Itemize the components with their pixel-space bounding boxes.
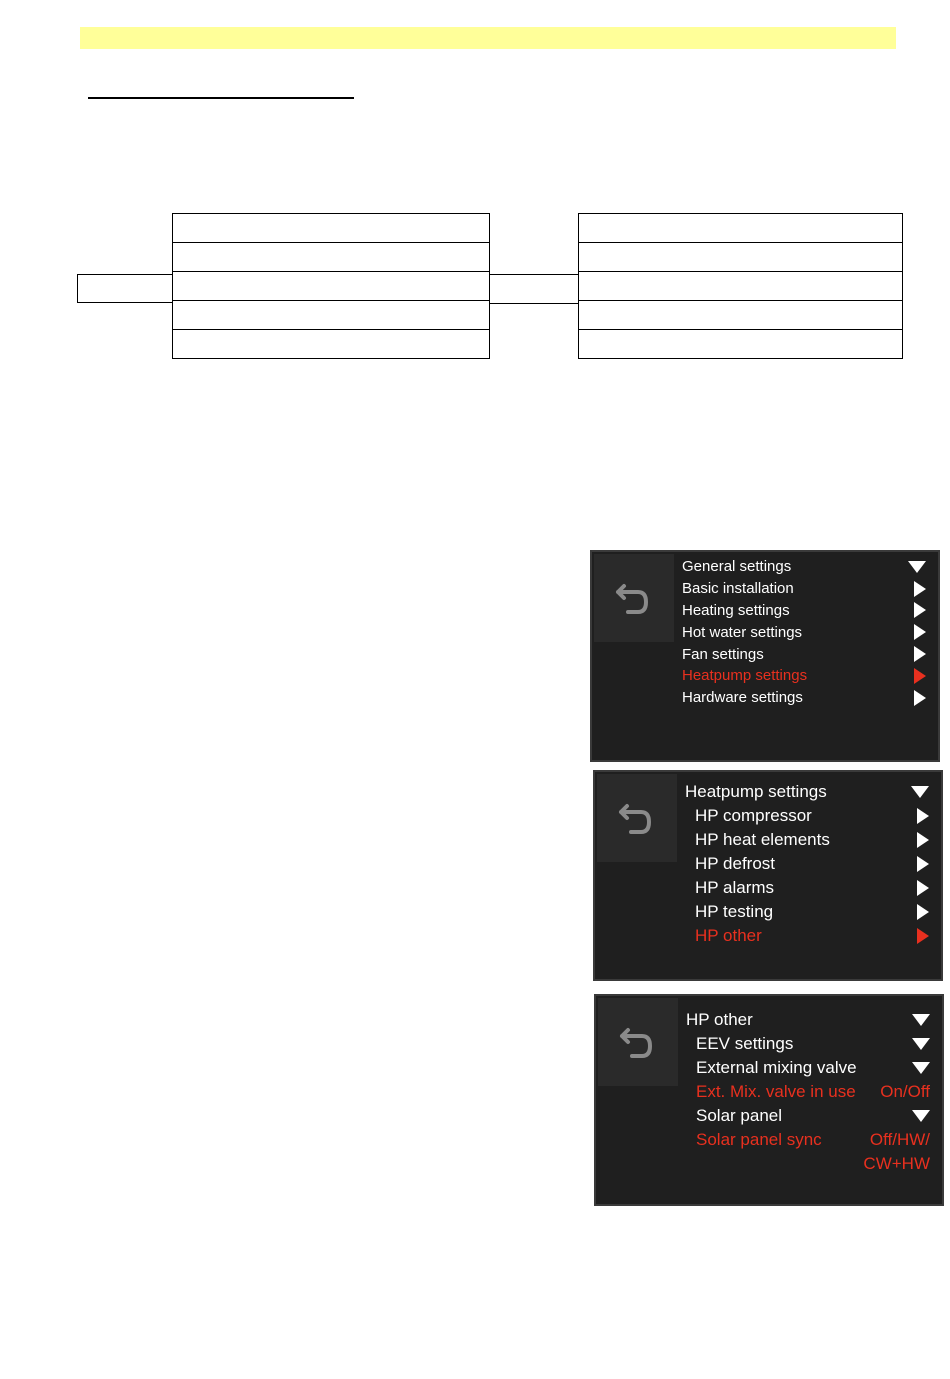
menu-item-label: Ext. Mix. valve in use bbox=[696, 1082, 856, 1101]
menu-item-label: Hardware settings bbox=[682, 689, 803, 707]
menu-item-label: HP alarms bbox=[695, 878, 775, 897]
chevron-down-icon bbox=[912, 1038, 930, 1050]
menu-item-general-settings[interactable] bbox=[682, 556, 926, 578]
chevron-right-icon bbox=[914, 602, 926, 618]
table-row bbox=[579, 301, 903, 330]
heatpump-settings-screen bbox=[593, 770, 943, 981]
chevron-right-icon bbox=[914, 624, 926, 640]
menu-item-label: HP testing bbox=[695, 902, 774, 921]
back-button[interactable] bbox=[598, 998, 678, 1086]
table-row bbox=[173, 272, 490, 301]
table-row bbox=[579, 243, 903, 272]
chevron-right-icon bbox=[917, 928, 929, 944]
table-row bbox=[579, 330, 903, 359]
menu-item-label: Fan settings bbox=[682, 645, 764, 663]
chevron-right-icon bbox=[917, 832, 929, 848]
table-cell bbox=[173, 272, 490, 301]
chevron-right-icon bbox=[917, 856, 929, 872]
table-cell bbox=[173, 243, 490, 272]
menu-item-hot-water-settings[interactable] bbox=[682, 621, 926, 643]
setting-value: On/Off bbox=[880, 1082, 930, 1101]
menu-item-hp-other[interactable] bbox=[685, 924, 929, 948]
menu-item-label: Heatpump settings bbox=[682, 667, 808, 685]
menu-item-eev-settings[interactable] bbox=[686, 1032, 930, 1056]
menu-item-label: HP other bbox=[695, 926, 762, 945]
back-button[interactable] bbox=[597, 774, 677, 862]
table-row bbox=[173, 243, 490, 272]
menu-item-label: HP other bbox=[686, 1010, 753, 1029]
menu-item-fan-settings[interactable] bbox=[682, 643, 926, 665]
chevron-right-icon bbox=[917, 880, 929, 896]
left-label-box bbox=[77, 274, 172, 303]
table-cell bbox=[579, 301, 903, 330]
row-connector bbox=[490, 274, 578, 304]
menu-item-hardware-settings[interactable] bbox=[682, 687, 926, 709]
chevron-down-icon bbox=[912, 1062, 930, 1074]
back-button[interactable] bbox=[594, 554, 674, 642]
chevron-right-icon bbox=[914, 646, 926, 662]
setting-value-continuation: CW+HW bbox=[863, 1154, 930, 1173]
chevron-right-icon bbox=[917, 904, 929, 920]
menu-item-label: Solar panel sync bbox=[696, 1130, 822, 1149]
setting-value: Off/HW/ bbox=[869, 1130, 930, 1149]
menu-item-hp-alarms[interactable] bbox=[685, 876, 929, 900]
back-arrow-icon bbox=[618, 1020, 658, 1064]
menu-item-label: Solar panel bbox=[696, 1106, 783, 1125]
menu-item-label: Hot water settings bbox=[682, 623, 803, 641]
menu-item-label: HP compressor bbox=[695, 806, 812, 825]
settings-menu-screen bbox=[590, 550, 940, 762]
highlight-bar bbox=[80, 27, 896, 49]
menu-item-heating-settings[interactable] bbox=[682, 600, 926, 622]
table-cell bbox=[579, 243, 903, 272]
menu-item-label: Basic installation bbox=[682, 580, 794, 598]
menu-item-label: Heatpump settings bbox=[685, 782, 827, 801]
table-cell bbox=[579, 272, 903, 301]
menu-list bbox=[682, 556, 926, 709]
chevron-right-icon bbox=[914, 581, 926, 597]
menu-item-external-mixing-valve[interactable] bbox=[686, 1056, 930, 1080]
table-cell bbox=[579, 330, 903, 359]
menu-item-label: Heating settings bbox=[682, 601, 790, 619]
table-row bbox=[579, 214, 903, 243]
chevron-down-icon bbox=[911, 786, 929, 798]
table-cell bbox=[173, 330, 490, 359]
menu-item-hp-compressor[interactable] bbox=[685, 804, 929, 828]
menu-item-hp-other[interactable] bbox=[686, 1008, 930, 1032]
chevron-right-icon bbox=[914, 668, 926, 684]
menu-list bbox=[685, 780, 929, 948]
back-arrow-icon bbox=[614, 576, 654, 620]
table-row bbox=[579, 272, 903, 301]
menu-item-label: External mixing valve bbox=[696, 1058, 857, 1077]
menu-item-hp-heat-elements[interactable] bbox=[685, 828, 929, 852]
right-table bbox=[578, 213, 903, 359]
menu-item-label: General settings bbox=[682, 558, 792, 576]
back-arrow-icon bbox=[617, 796, 657, 840]
table-row bbox=[173, 330, 490, 359]
left-table bbox=[172, 213, 490, 359]
menu-item-label: HP heat elements bbox=[695, 830, 830, 849]
chevron-down-icon bbox=[912, 1014, 930, 1026]
menu-list bbox=[686, 1008, 930, 1176]
menu-item-label: HP defrost bbox=[695, 854, 776, 873]
chevron-down-icon bbox=[908, 561, 926, 573]
title-underline bbox=[88, 97, 354, 99]
table-cell bbox=[173, 301, 490, 330]
table-row bbox=[173, 301, 490, 330]
chevron-down-icon bbox=[912, 1110, 930, 1122]
chevron-right-icon bbox=[917, 808, 929, 824]
chevron-right-icon bbox=[914, 690, 926, 706]
menu-item-label: EEV settings bbox=[696, 1034, 794, 1053]
menu-item-solar-panel[interactable] bbox=[686, 1104, 930, 1128]
table-cell bbox=[173, 214, 490, 243]
menu-item-ext-mix-valve-in-use[interactable] bbox=[686, 1080, 930, 1104]
menu-item-hp-testing[interactable] bbox=[685, 900, 929, 924]
table-row bbox=[173, 214, 490, 243]
hp-other-screen bbox=[594, 994, 944, 1206]
menu-item-basic-installation[interactable] bbox=[682, 578, 926, 600]
menu-item-heatpump-settings[interactable] bbox=[682, 665, 926, 687]
table-cell bbox=[579, 214, 903, 243]
menu-item-heatpump-settings[interactable] bbox=[685, 780, 929, 804]
menu-item-hp-defrost[interactable] bbox=[685, 852, 929, 876]
menu-item-solar-panel-sync[interactable] bbox=[686, 1128, 930, 1152]
